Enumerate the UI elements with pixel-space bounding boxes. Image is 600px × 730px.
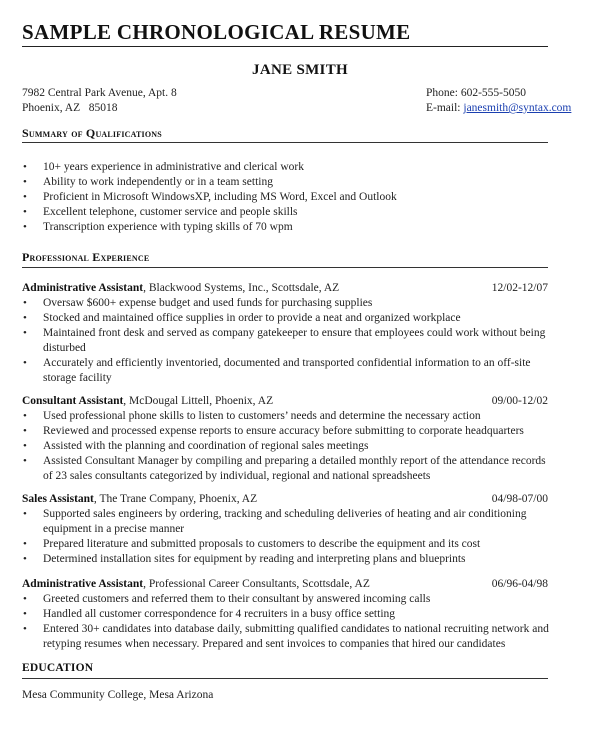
job-title: Administrative Assistant	[22, 578, 144, 590]
job-bullet: Supported sales engineers by ordering, tracking and scheduling deliveries of heating and air conditioning equipment in a precise manner	[43, 508, 527, 535]
job-bullet: Accurately and efficiently inventoried, documented and transported confidential information to an off-site storage facility	[43, 357, 531, 384]
bullet-icon: •	[23, 312, 27, 324]
address-line-1: 7982 Central Park Avenue, Apt. 8	[22, 87, 177, 99]
bullet-icon: •	[23, 508, 27, 520]
job-bullet: Entered 30+ candidates into database daily, submitting qualified candidates to national recruiting network and retyping resumes when necessary. Prepared and sent invoices to companies that hired our candidates	[43, 623, 549, 650]
list-item	[22, 409, 552, 424]
email-link[interactable]: janesmith@syntax.com	[463, 102, 572, 114]
job-header	[22, 492, 548, 507]
list-item	[22, 175, 552, 190]
bullet-icon: •	[23, 538, 27, 550]
job-bullet: Stocked and maintained office supplies in order to provide a neat and organized workplace	[43, 312, 461, 324]
education-heading: EDUCATION	[22, 662, 94, 674]
list-item	[22, 622, 552, 652]
education-school: Mesa Community College, Mesa Arizona	[22, 689, 214, 701]
bullet-icon: •	[23, 327, 27, 339]
job-dates: 09/00-12/02	[491, 395, 548, 407]
summary-item: Proficient in Microsoft WindowsXP, including MS Word, Excel and Outlook	[43, 191, 397, 203]
bullet-icon: •	[23, 593, 27, 605]
bullet-icon: •	[23, 297, 27, 309]
experience-heading: Professional Experience	[22, 250, 150, 264]
bullet-icon: •	[23, 357, 27, 369]
list-item	[22, 311, 552, 326]
list-item	[22, 296, 552, 311]
bullet-icon: •	[23, 553, 27, 565]
list-item	[22, 326, 552, 356]
list-item	[22, 592, 552, 607]
job-bullet: Used professional phone skills to listen to customers’ needs and determine the necessary action	[43, 410, 481, 422]
bullet-icon: •	[23, 410, 27, 422]
job-company: , Blackwood Systems, Inc., Scottsdale, AZ	[143, 282, 340, 294]
job-bullet: Handled all customer correspondence for 4 recruiters in a busy office setting	[43, 608, 396, 620]
list-item	[22, 454, 552, 484]
bullet-icon: •	[23, 440, 27, 452]
job-bullet: Oversaw $600+ expense budget and used funds for purchasing supplies	[43, 297, 373, 309]
bullet-icon: •	[23, 191, 27, 203]
job-dates: 04/98-07/00	[491, 493, 548, 505]
education-divider	[22, 678, 548, 679]
phone-number: Phone: 602-555-5050	[426, 87, 526, 99]
summary-item: Excellent telephone, customer service and people skills	[43, 206, 298, 218]
list-item	[22, 205, 552, 220]
job-title: Sales Assistant	[22, 493, 94, 505]
list-item	[22, 607, 552, 622]
bullet-icon: •	[23, 206, 27, 218]
page-title: SAMPLE CHRONOLOGICAL RESUME	[22, 20, 411, 44]
job-bullets	[22, 409, 552, 484]
bullet-icon: •	[23, 455, 27, 467]
list-item	[22, 356, 552, 386]
list-item	[22, 507, 552, 537]
job-header	[22, 394, 548, 409]
title-divider	[22, 46, 548, 47]
summary-item: Ability to work independently or in a team setting	[43, 176, 273, 188]
job-title: Consultant Assistant	[22, 395, 124, 407]
bullet-icon: •	[23, 425, 27, 437]
job-company: , The Trane Company, Phoenix, AZ	[93, 493, 258, 505]
list-item	[22, 552, 552, 567]
address-line-2: Phoenix, AZ 85018	[22, 102, 118, 114]
list-item	[22, 439, 552, 454]
job-dates: 12/02-12/07	[491, 282, 548, 294]
summary-list	[22, 160, 552, 235]
job-bullet: Greeted customers and referred them to their consultant by answered incoming calls	[43, 593, 431, 605]
job-bullet: Reviewed and processed expense reports to ensure accuracy before submitting to corporate headquarters	[43, 425, 524, 437]
job-bullet: Determined installation sites for equipment by reading and interpreting plans and blueprints	[43, 553, 466, 565]
job-title: Administrative Assistant	[22, 282, 144, 294]
job-bullet: Prepared literature and submitted proposals to customers to describe the equipment and its cost	[43, 538, 481, 550]
job-bullet: Assisted with the planning and coordination of regional sales meetings	[43, 440, 369, 452]
email-label: E-mail:	[426, 102, 464, 114]
job-dates: 06/96-04/98	[491, 578, 548, 590]
list-item	[22, 537, 552, 552]
job-company: , McDougal Littell, Phoenix, AZ	[123, 395, 274, 407]
bullet-icon: •	[23, 161, 27, 173]
bullet-icon: •	[23, 176, 27, 188]
job-bullets	[22, 296, 552, 386]
summary-divider	[22, 142, 548, 143]
summary-heading: Summary of Qualifications	[22, 126, 162, 140]
job-header	[22, 281, 548, 296]
job-header	[22, 577, 548, 592]
experience-divider	[22, 267, 548, 268]
summary-item: 10+ years experience in administrative and clerical work	[43, 161, 304, 173]
list-item	[22, 424, 552, 439]
bullet-icon: •	[23, 608, 27, 620]
bullet-icon: •	[23, 623, 27, 635]
email-line	[426, 101, 571, 116]
job-bullets	[22, 592, 552, 652]
summary-item: Transcription experience with typing skills of 70 wpm	[43, 221, 293, 233]
job-bullets	[22, 507, 552, 567]
applicant-name: JANE SMITH	[252, 62, 348, 78]
list-item	[22, 220, 552, 235]
job-bullet: Maintained front desk and served as company gatekeeper to ensure that employees could work without being disturbed	[43, 327, 546, 354]
list-item	[22, 160, 552, 175]
list-item	[22, 190, 552, 205]
job-company: , Professional Career Consultants, Scottsdale, AZ	[143, 578, 370, 590]
bullet-icon: •	[23, 221, 27, 233]
job-bullet: Assisted Consultant Manager by compiling and preparing a detailed monthly report of the attendance records of 23 sales consultants categorized by individual, regional and national spreadsheets	[43, 455, 546, 482]
